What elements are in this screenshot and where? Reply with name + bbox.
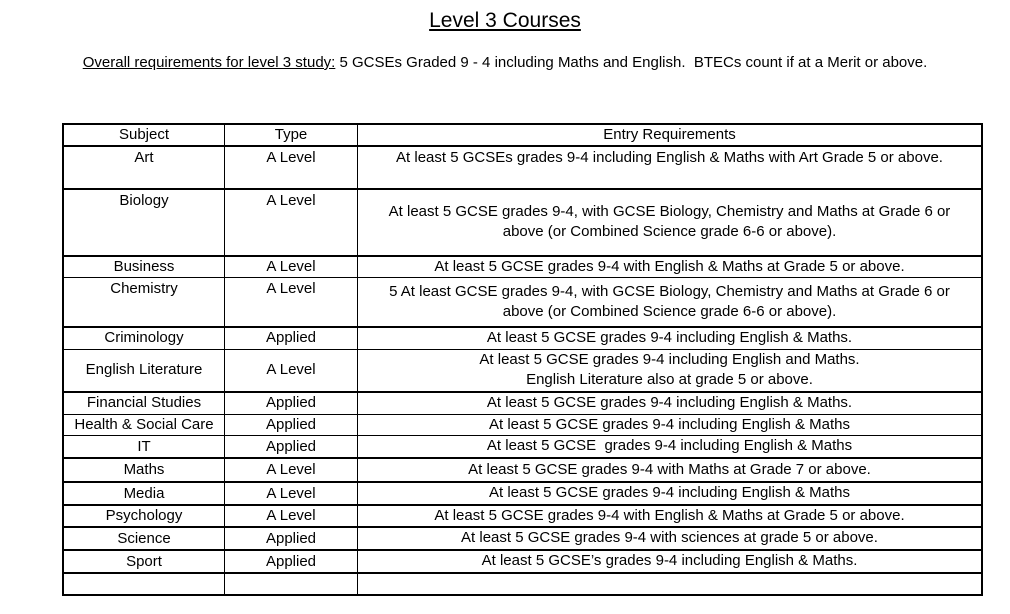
type-cell: A Level xyxy=(225,458,358,482)
table-row xyxy=(63,392,982,414)
requirements-cell xyxy=(358,550,983,573)
table-row xyxy=(63,527,982,550)
table-row xyxy=(63,436,982,458)
requirements-cell xyxy=(358,349,983,392)
subtitle-rest: 5 GCSEs Graded 9 - 4 including Maths and English. BTECs count if at a Merit or above. xyxy=(335,54,928,71)
requirement-line: At least 5 GCSE grades 9-4 including English & Maths. xyxy=(486,394,853,412)
subject-cell: Media xyxy=(63,482,225,505)
type-cell: Applied xyxy=(225,527,358,550)
requirements-cell xyxy=(358,458,983,482)
header-subject: Subject xyxy=(63,124,225,146)
subject-cell: Psychology xyxy=(63,505,225,528)
requirement-line: At least 5 GCSEs grades 9-4 including English & Maths with Art Grade 5 or above. xyxy=(396,148,943,166)
requirement-line: At least 5 GCSE grades 9-4 with sciences at grade 5 or above. xyxy=(461,529,878,547)
requirement-line: At least 5 GCSE grades 9-4 including English & Maths xyxy=(488,484,851,502)
table-row xyxy=(63,505,982,528)
requirements-cell xyxy=(358,278,983,327)
requirement-line: At least 5 GCSE’s grades 9-4 including English & Maths. xyxy=(481,552,858,570)
type-cell: Applied xyxy=(225,550,358,573)
requirement-line: English Literature also at grade 5 or above. xyxy=(526,371,813,389)
type-cell: A Level xyxy=(225,505,358,528)
type-cell: A Level xyxy=(225,256,358,278)
requirement-line: At least 5 GCSE grades 9-4 including English & Maths. xyxy=(486,328,853,346)
type-cell: Applied xyxy=(225,392,358,414)
table-row xyxy=(63,573,982,595)
subtitle-underlined-lead: Overall requirements for level 3 study: xyxy=(82,54,336,71)
subject-cell: Health & Social Care xyxy=(63,414,225,436)
subject-cell: IT xyxy=(63,436,225,458)
requirements-cell xyxy=(358,256,983,278)
requirement-line: At least 5 GCSE grades 9-4, with GCSE Biology, Chemistry and Maths at Grade 6 or xyxy=(388,202,951,220)
requirement-line: above (or Combined Science grade 6-6 or above). xyxy=(502,223,837,241)
type-cell: A Level xyxy=(225,482,358,505)
type-cell: Applied xyxy=(225,436,358,458)
requirements-cell xyxy=(358,327,983,349)
type-cell: A Level xyxy=(225,189,358,256)
subject-cell: Financial Studies xyxy=(63,392,225,414)
subject-cell: Criminology xyxy=(63,327,225,349)
requirement-line: At least 5 GCSE grades 9-4 including English and Maths. xyxy=(479,350,860,368)
requirement-line: At least 5 GCSE grades 9-4 with English & Maths at Grade 5 or above. xyxy=(434,506,905,524)
subject-cell: Art xyxy=(63,146,225,189)
subject-cell: Business xyxy=(63,256,225,278)
table-row xyxy=(63,189,982,256)
page-title: Level 3 Courses xyxy=(429,9,581,32)
table-row xyxy=(63,482,982,505)
table-row xyxy=(63,550,982,573)
table-row xyxy=(63,256,982,278)
requirement-line: At least 5 GCSE grades 9-4 including English & Maths xyxy=(488,415,851,433)
courses-table xyxy=(62,123,983,596)
requirements-cell xyxy=(358,146,983,189)
requirement-line: At least 5 GCSE grades 9-4 with English & Maths at Grade 5 or above. xyxy=(434,257,905,275)
subject-cell: Maths xyxy=(63,458,225,482)
subject-cell: English Literature xyxy=(63,349,225,392)
type-cell xyxy=(225,573,358,595)
requirements-cell xyxy=(358,414,983,436)
subtitle xyxy=(0,54,1010,71)
type-cell: A Level xyxy=(225,146,358,189)
table-row xyxy=(63,146,982,189)
requirements-cell xyxy=(358,392,983,414)
requirement-line: At least 5 GCSE grades 9-4 including English & Maths xyxy=(486,437,853,455)
requirements-cell xyxy=(358,436,983,458)
type-cell: A Level xyxy=(225,278,358,327)
requirement-line: 5 At least GCSE grades 9-4, with GCSE Biology, Chemistry and Maths at Grade 6 or xyxy=(389,282,950,300)
header-entry-requirements: Entry Requirements xyxy=(358,124,983,146)
requirements-cell xyxy=(358,189,983,256)
requirement-line: At least 5 GCSE grades 9-4 with Maths at Grade 7 or above. xyxy=(468,460,871,478)
type-cell: Applied xyxy=(225,327,358,349)
table-row xyxy=(63,278,982,327)
table-row xyxy=(63,458,982,482)
table-row xyxy=(63,327,982,349)
requirements-cell xyxy=(358,505,983,528)
requirement-line: above (or Combined Science grade 6-6 or above). xyxy=(502,303,837,321)
subject-cell xyxy=(63,573,225,595)
subject-cell: Biology xyxy=(63,189,225,256)
header-type: Type xyxy=(225,124,358,146)
subject-cell: Sport xyxy=(63,550,225,573)
requirements-cell xyxy=(358,527,983,550)
subject-cell: Chemistry xyxy=(63,278,225,327)
table-row xyxy=(63,414,982,436)
type-cell: Applied xyxy=(225,414,358,436)
table-header-row xyxy=(63,124,982,146)
subject-cell: Science xyxy=(63,527,225,550)
requirements-cell xyxy=(358,573,983,595)
requirements-cell xyxy=(358,482,983,505)
type-cell: A Level xyxy=(225,349,358,392)
table-body xyxy=(63,146,982,595)
table-row xyxy=(63,349,982,392)
